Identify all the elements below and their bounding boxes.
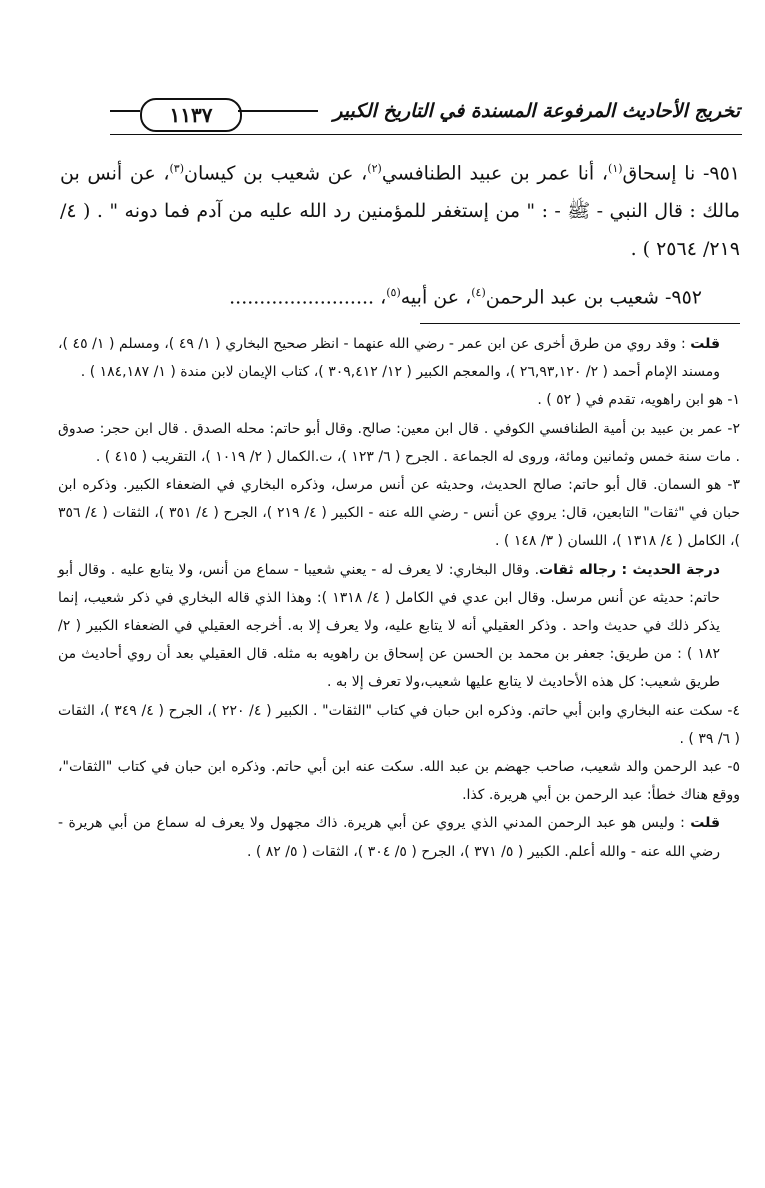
note-text: : وليس هو عبد الرحمن المدني الذي يروي عن أبي هريرة. ذاك مجهول ولا يعرف له سماع من أبي هريرة - رضي الله عنه - والله أعلم. الكبير ( ٥/ ٣٧١ )، الجرح ( ٥/ ٣٠٤ )، الثقات ( ٥/ ٨٢ ) . (58, 815, 720, 860)
footnote-3 (58, 471, 740, 556)
hadith-text-part: ، عن أبيه (400, 286, 472, 309)
hadith-text (60, 150, 740, 323)
footnotes (58, 330, 740, 866)
page-header (110, 98, 740, 138)
note-qult-2 (58, 809, 740, 865)
hadith-951 (60, 150, 740, 268)
footnote-marker: ٥- (722, 759, 740, 776)
hadith-text-part: ، عن شعيب بن كيسان (184, 162, 368, 185)
note-text: عمر بن عبيد بن أمية الطنافسي الكوفي . قال ابن معين: صالح. وقال أبو حاتم: محله الصدق . قال ابن حجر: صدوق . مات سنة خمس وثمانين ومائة، وروى له الجماعة . الجرح ( ٦/ ١٢٣ )، ت.الكمال ( ٢/ ١٠١٩ )، التقريب ( ٤١٥ ) . (58, 420, 740, 465)
note-qult-1 (58, 330, 740, 386)
note-label: قلت (690, 815, 720, 832)
note-text: : وقد روي من طرق أخرى عن ابن عمر - رضي الله عنهما - انظر صحيح البخاري ( ١/ ٤٩ )، ومسلم ( ١/ ٤٥ )، ومسند الإمام أحمد ( ٢/ ٢٦,٩٣,١٢٠ )، والمعجم الكبير ( ١٢/ ٣٠٩,٤١٢ )، كتاب الإيمان لابن مندة ( ١/ ١٨٤,١٨٧ ) . (58, 336, 720, 381)
footnote-4 (58, 697, 740, 753)
footnote-2 (58, 415, 740, 471)
note-label: قلت (690, 336, 720, 352)
footnote-marker: ١- (722, 392, 740, 409)
page-number: ١١٣٧ (140, 98, 242, 132)
hadith-number: ٩٥١- (695, 162, 740, 185)
footnote-marker: ٣- (721, 477, 740, 494)
hadith-text-part: ، عن أنس بن مالك : قال النبي - ﷺ - : " من إستغفر للمؤمنين رد الله عليه من آدم فما دونه " . ( ٤/ ٢١٩/ ٢٥٦٤ ) . (60, 162, 740, 261)
hadith-text-part: ، ........................ (229, 286, 387, 309)
note-text: سكت عنه البخاري وابن أبي حاتم. وذكره ابن حبان في كتاب "الثقات" . الكبير ( ٤/ ٢٢٠ )، الجرح ( ٤/ ٣٤٩ )، الثقات ( ٦/ ٣٩ ) . (58, 702, 740, 747)
footnote-ref: (٣) (169, 162, 184, 175)
header-title: تخريج الأحاديث المرفوعة المسندة في التاريخ الكبير (333, 100, 740, 122)
footnote-ref: (٤) (471, 286, 486, 300)
footnote-ref: (٥) (386, 286, 401, 300)
hadith-952 (60, 274, 740, 316)
header-rule-left (110, 110, 140, 112)
note-text: . وقال البخاري: لا يعرف له - يعني شعيبا - سماع من أنس، ولا يتابع عليه . وقال أبو حاتم: حديثه عن أنس مرسل. وقال ابن عدي في الكامل ( ٤/ ١٣١٨ ): وهذا الذي قاله البخاري في ذكر شعيب، إنما يذكر ذلك في حديث واحد . وذكر العقيلي أنه لا يتابع عليه، ولا يعرف إلا به. أخرجه العقيلي في الضعفاء الكبير ( ٢/ ١٨٢ ) : من طريق: جعفر بن محمد بن الحسن عن إسحاق بن راهويه به مثله. قال العقيلي بعد أن روي أحاديث من طريق شعيب: كل هذه الأحاديث لا يتابع عليها شعيب،ولا تعرف إلا به . (58, 561, 721, 691)
note-label: درجة الحديث : رجاله ثقات (539, 561, 720, 578)
hadith-number: ٩٥٢- (658, 286, 702, 309)
footnote-ref: (١) (608, 162, 623, 175)
hadith-text-part: نا إسحاق (622, 162, 696, 185)
footnote-marker: ٢- (722, 420, 740, 437)
header-divider (110, 134, 742, 135)
footnote-ref: (٢) (367, 162, 382, 175)
hadith-text-part: شعيب بن عبد الرحمن (485, 286, 659, 309)
note-daraja (58, 556, 740, 697)
footnote-1 (58, 386, 740, 414)
footnote-5 (58, 753, 740, 809)
note-text: هو السمان. قال أبو حاتم: صالح الحديث، وحديثه عن أنس مرسل، وذكره البخاري في الضعفاء الكبير. وذكره ابن حبان في "ثقات" التابعين، قال: يروي عن أنس - رضي الله عنه - الكبير ( ٤/ ٢١٩ )، الجرح ( ٤/ ٣٥١ )، الثقات ( ٤/ ٣٥٦ )، الكامل ( ٤/ ١٣١٨ )، اللسان ( ٣/ ١٤٨ ) . (58, 477, 740, 550)
hadith-text-part: ، أنا عمر بن عبيد الطنافسي (381, 162, 609, 185)
note-text: هو ابن راهويه، تقدم في ( ٥٢ ) . (537, 392, 723, 409)
note-text: عبد الرحمن والد شعيب، صاحب جهضم بن عبد الله. سكت عنه ابن أبي حاتم. وذكره ابن حبان في كتاب "الثقات"، ووقع هناك خطأ: عبد الرحمن بن أبي هريرة. كذا. (58, 759, 740, 804)
footnote-marker: ٤- (722, 702, 740, 719)
header-rule-middle (238, 110, 318, 112)
footnote-divider (420, 323, 740, 324)
